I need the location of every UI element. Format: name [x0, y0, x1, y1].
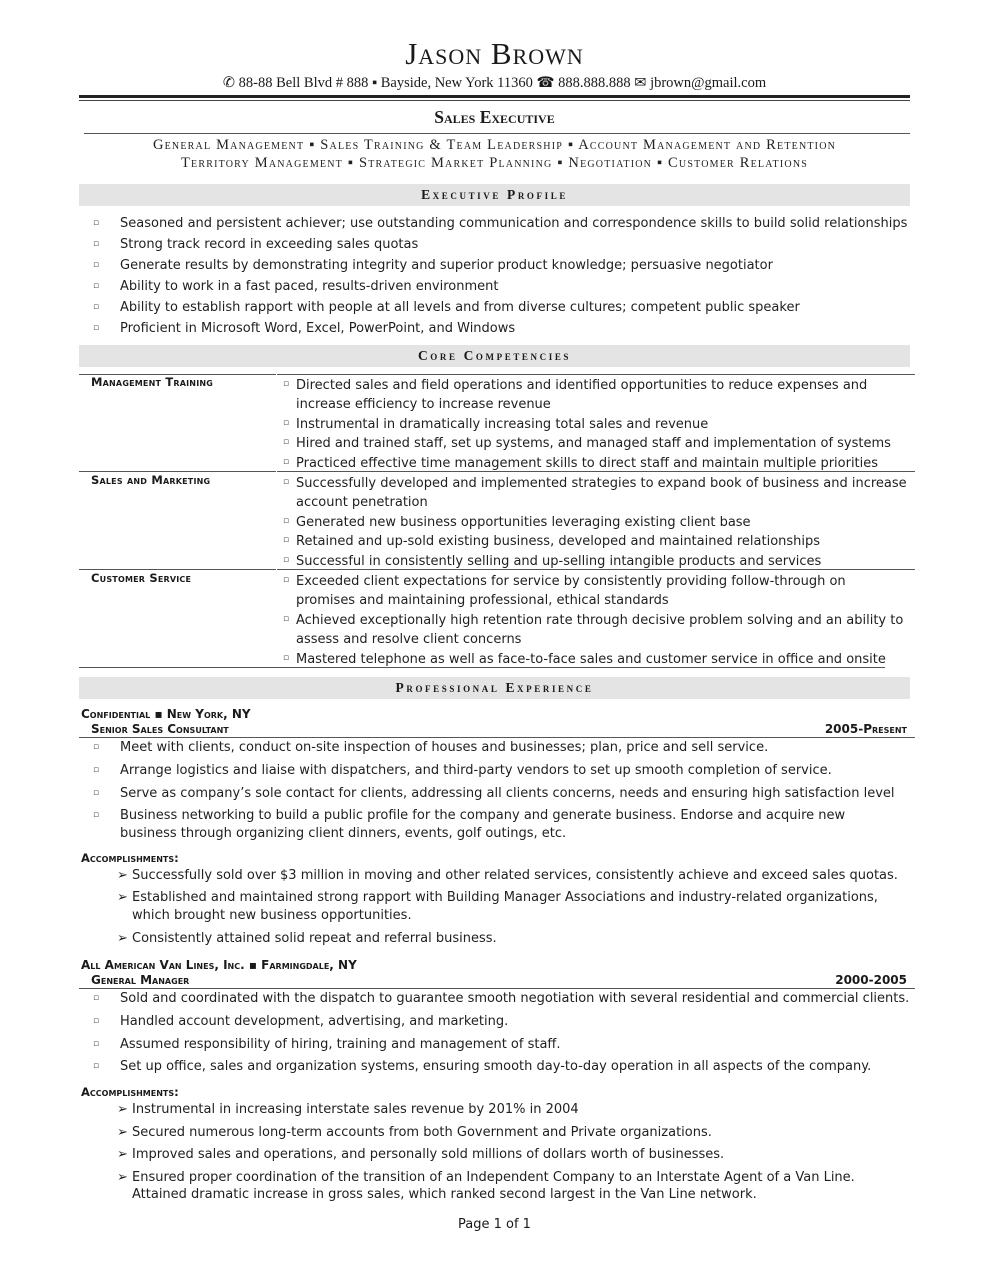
competency-item: ▫ Instrumental in dramatically increasing total sales and revenue — [283, 417, 709, 432]
square-bullet-icon: ▫ — [93, 1039, 100, 1049]
square-bullet-icon: ▫ — [93, 323, 100, 333]
job-role: General Manager — [91, 973, 190, 987]
list-item: ▫ Ability to establish rapport with people at all levels and from diverse cultures; competent public speaker — [93, 300, 800, 315]
competency-divider — [79, 667, 885, 668]
section-title: Professional Experience — [395, 680, 594, 695]
duty-item: ▫ Sold and coordinated with the dispatch to guarantee smooth negotiation with several residential and commercial clients. — [93, 991, 910, 1006]
section-professional-experience — [79, 677, 910, 699]
competency-item: ▫ Mastered telephone as well as face-to-face sales and customer service in office and onsite — [283, 652, 886, 667]
keywords-line-1: General Management ▪ Sales Training & Team Leadership ▪ Account Management and Retention — [152, 137, 837, 153]
candidate-name: Jason Brown — [405, 36, 584, 71]
contact-address: 88-88 Bell Blvd # 888 ▪ Bayside, New York 11360 — [238, 75, 533, 91]
job-dates: 2005-Present — [824, 722, 907, 736]
phone-icon: ✆ — [222, 75, 236, 91]
square-bullet-icon: ▫ — [283, 653, 290, 663]
square-bullet-icon: ▫ — [93, 765, 100, 775]
duty-item: ▫ Arrange logistics and liaise with dispatchers, and third-party vendors to set up smooth completion of service. — [93, 763, 832, 778]
keywords-line-2: Territory Management ▪ Strategic Market Planning ▪ Negotiation ▪ Customer Relations — [180, 155, 809, 171]
job-role: Senior Sales Consultant — [91, 722, 229, 736]
headline-divider — [84, 133, 910, 134]
contact-email[interactable]: jbrown@gmail.com — [650, 75, 767, 91]
contact-phone: 888.888.888 — [558, 75, 631, 91]
competency-item-cont: account penetration — [296, 495, 428, 510]
square-bullet-icon: ▫ — [283, 457, 290, 467]
section-title: Executive Profile — [421, 187, 568, 202]
competency-item: ▫ Successful in consistently selling and up-selling intangible products and services — [283, 554, 822, 569]
arrow-bullet-icon: ➢ — [117, 1125, 128, 1140]
square-bullet-icon: ▫ — [283, 477, 290, 487]
square-bullet-icon: ▫ — [93, 260, 100, 270]
headline: Sales Executive — [434, 107, 555, 127]
square-bullet-icon: ▫ — [93, 993, 100, 1003]
list-item: ▫ Generate results by demonstrating integrity and superior product knowledge; persuasive negotiator — [93, 258, 773, 273]
arrow-bullet-icon: ➢ — [117, 931, 128, 946]
square-bullet-icon: ▫ — [283, 614, 290, 624]
competency-label: Management Training — [91, 375, 214, 389]
job-dates: 2000-2005 — [835, 973, 907, 987]
square-bullet-icon: ▫ — [283, 516, 290, 526]
competency-divider — [79, 569, 915, 570]
accomplishment-item-cont: which brought new business opportunities. — [132, 908, 412, 923]
duty-item: ▫ Set up office, sales and organization systems, ensuring smooth day-to-day operation in all aspects of the company. — [93, 1059, 872, 1074]
job-company: All American Van Lines, Inc. ▪ Farmingdale, NY — [81, 958, 357, 972]
accomplishments-label: Accomplishments: — [81, 1085, 179, 1099]
competency-item-cont: increase efficiency to increase revenue — [296, 397, 551, 412]
square-bullet-icon: ▫ — [93, 1061, 100, 1071]
accomplishment-item: ➢ Established and maintained strong rapport with Building Manager Associations and industry-related organizations, — [117, 890, 878, 905]
accomplishments-label: Accomplishments: — [81, 851, 179, 865]
competency-column-gap — [276, 374, 277, 667]
section-core-competencies — [79, 345, 910, 367]
square-bullet-icon: ▫ — [93, 1016, 100, 1026]
arrow-bullet-icon: ➢ — [117, 1102, 128, 1117]
duty-item: ▫ Assumed responsibility of hiring, training and management of staff. — [93, 1037, 561, 1052]
competency-item: ▫ Successfully developed and implemented strategies to expand book of business and increase — [283, 476, 907, 491]
telephone-icon: ☎ — [536, 75, 555, 91]
section-title: Core Competencies — [417, 348, 572, 363]
arrow-bullet-icon: ➢ — [117, 890, 128, 905]
competency-item: ▫ Exceeded client expectations for service by consistently providing follow-through on — [283, 574, 846, 589]
duty-item: ▫ Handled account development, advertising, and marketing. — [93, 1014, 509, 1029]
competency-item-cont: promises and maintaining professional, ethical standards — [296, 593, 669, 608]
square-bullet-icon: ▫ — [93, 239, 100, 249]
competency-item: ▫ Practiced effective time management skills to direct staff and maintain multiple priorities — [283, 456, 879, 471]
competency-item: ▫ Achieved exceptionally high retention rate through decisive problem solving and an ability to — [283, 613, 904, 628]
square-bullet-icon: ▫ — [93, 302, 100, 312]
duty-item: ▫ Meet with clients, conduct on-site inspection of houses and businesses; plan, price and sell service. — [93, 740, 769, 755]
accomplishment-item: ➢ Instrumental in increasing interstate sales revenue by 201% in 2004 — [117, 1102, 579, 1117]
competency-label: Customer Service — [91, 571, 192, 585]
list-item: ▫ Ability to work in a fast paced, results-driven environment — [93, 279, 499, 294]
square-bullet-icon: ▫ — [93, 281, 100, 291]
header-divider-thin — [79, 100, 910, 101]
job-divider — [79, 737, 915, 738]
section-executive-profile — [79, 184, 910, 206]
competency-item-cont: assess and resolve client concerns — [296, 632, 522, 647]
square-bullet-icon: ▫ — [283, 379, 290, 389]
contact-line — [0, 75, 989, 92]
accomplishment-item: ➢ Secured numerous long-term accounts from both Government and Private organizations. — [117, 1125, 712, 1140]
duty-item-cont: business through organizing client dinners, events, golf outings, etc. — [120, 826, 567, 841]
competency-item: ▫ Generated new business opportunities leveraging existing client base — [283, 515, 751, 530]
arrow-bullet-icon: ➢ — [117, 868, 128, 883]
list-item: ▫ Proficient in Microsoft Word, Excel, PowerPoint, and Windows — [93, 321, 516, 336]
square-bullet-icon: ▫ — [93, 742, 100, 752]
square-bullet-icon: ▫ — [283, 437, 290, 447]
duty-item: ▫ Business networking to build a public profile for the company and generate business. Endorse and acquire new — [93, 808, 846, 823]
square-bullet-icon: ▫ — [93, 810, 100, 820]
competency-label: Sales and Marketing — [91, 473, 211, 487]
square-bullet-icon: ▫ — [93, 218, 100, 228]
accomplishment-item-cont: Attained dramatic increase in gross sales, which ranked second largest in the Van Line network. — [132, 1187, 757, 1202]
square-bullet-icon: ▫ — [283, 535, 290, 545]
accomplishment-item: ➢ Consistently attained solid repeat and referral business. — [117, 931, 497, 946]
competency-divider — [79, 471, 915, 472]
accomplishment-item: ➢ Ensured proper coordination of the transition of an Independent Company to an Interstate Agent of a Van Line. — [117, 1170, 855, 1185]
arrow-bullet-icon: ➢ — [117, 1147, 128, 1162]
accomplishment-item: ➢ Improved sales and operations, and personally sold millions of dollars worth of businesses. — [117, 1147, 725, 1162]
job-company: Confidential ▪ New York, NY — [81, 707, 251, 721]
square-bullet-icon: ▫ — [283, 575, 290, 585]
competency-item: ▫ Directed sales and field operations and identified opportunities to reduce expenses and — [283, 378, 868, 393]
competency-item: ▫ Hired and trained staff, set up systems, and managed staff and implementation of systems — [283, 436, 891, 451]
job-divider — [79, 988, 915, 989]
square-bullet-icon: ▫ — [283, 555, 290, 565]
square-bullet-icon: ▫ — [283, 418, 290, 428]
accomplishment-item: ➢ Successfully sold over $3 million in moving and other related services, consistently achieve and exceed sales quotas. — [117, 868, 898, 883]
list-item: ▫ Strong track record in exceeding sales quotas — [93, 237, 419, 252]
square-bullet-icon: ▫ — [93, 788, 100, 798]
header-divider-thick — [79, 95, 910, 98]
arrow-bullet-icon: ➢ — [117, 1170, 128, 1185]
list-item: ▫ Seasoned and persistent achiever; use outstanding communication and correspondence skills to build solid relationships — [93, 216, 908, 231]
competency-item: ▫ Retained and up-sold existing business, developed and maintained relationships — [283, 534, 821, 549]
envelope-icon: ✉ — [634, 75, 647, 91]
duty-item: ▫ Serve as company’s sole contact for clients, addressing all clients concerns, needs and ensuring high satisfaction level — [93, 786, 895, 801]
page-number: Page 1 of 1 — [458, 1217, 531, 1232]
